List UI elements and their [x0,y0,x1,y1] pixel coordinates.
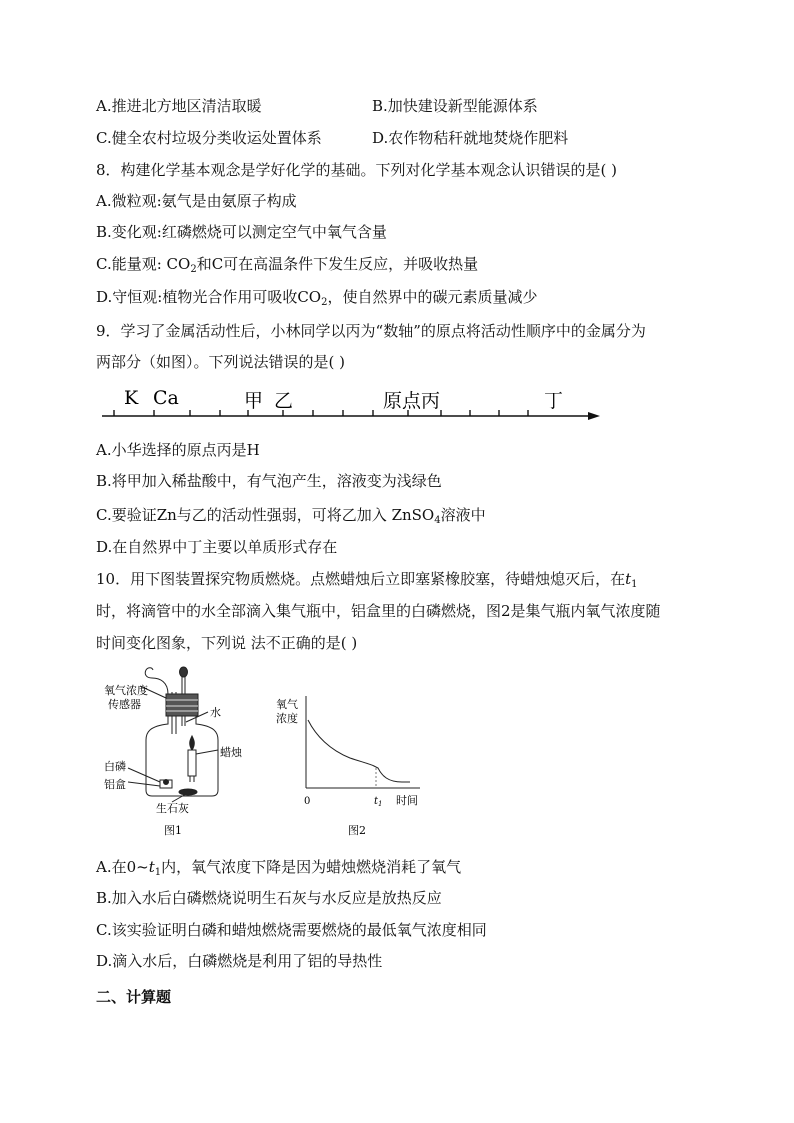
q8-option-c-sub: 2 [190,264,197,275]
q9-option-b: B.将甲加入稀盐酸中，有气泡产生，溶液变为浅绿色 [96,472,442,490]
q8-option-c-post: 和C可在高温条件下发生反应，并吸收热量 [196,255,479,273]
axis-label-yi: 乙 [274,390,294,412]
q7-option-a: A.推进北方地区清洁取暖 [96,97,262,115]
fig1-white-phosphorus-label: 白磷 [104,760,126,773]
fig2-caption: 图2 [348,824,366,837]
axis-ticks [114,410,528,416]
fig1-quicklime-label: 生石灰 [156,802,189,815]
q10-stem-t: t [625,570,632,588]
q9-option-c-post: 溶液中 [440,506,486,524]
fig1-caption: 图1 [164,824,182,837]
axis-label-origin: 原点丙 [383,390,441,412]
q8-option-c [96,254,478,274]
axis-label-k: K [124,387,139,409]
q8-option-a: A.微粒观:氨气是由氨原子构成 [96,192,297,210]
candle-flame [190,736,195,750]
q7-option-c: C.健全农村垃圾分类收运处置体系 [96,129,322,147]
fig2-oxygen-curve [308,720,410,782]
fig2-ylabel-line1: 氧气 [276,698,298,711]
q10-option-a-sub: 1 [154,867,162,878]
q9-number-line-figure [96,382,606,424]
q9-stem-line1: 9．学习了金属活动性后，小林同学以丙为“数轴”的原点将活动性顺序中的金属分为 [96,322,646,340]
q10-figure2-chart [270,664,430,840]
q10-stem-line3: 时间变化图象，下列说 法不正确的是( ) [96,634,358,652]
q10-stem-line1 [96,569,638,589]
q8-option-d-sub: 2 [321,297,328,308]
fig2-origin-label: 0 [304,796,311,807]
q8-stem: 8．构建化学基本观念是学好化学的基础。下列对化学基本观念认识错误的是( ) [96,161,618,179]
fig1-sensor-label-line2: 传感器 [108,698,141,711]
section-heading-calculation: 二、计算题 [96,988,172,1006]
q10-figure1-apparatus [100,664,260,840]
q10-stem-t-sub: 1 [631,579,638,590]
fig2-xlabel: 时间 [396,794,418,807]
dropper-bulb [180,667,188,677]
candle [188,750,196,776]
axis-label-jia: 甲 [244,390,264,412]
q8-option-b: B.变化观:红磷燃烧可以测定空气中氧气含量 [96,223,387,241]
q8-option-d-pre: D.守恒观:植物光合作用可吸收CO [96,288,322,306]
fig1-water-label: 水 [210,706,221,719]
q8-option-c-pre: C.能量观: CO [96,255,191,273]
q10-option-a-post: 内，氧气浓度下降是因为蜡烛燃烧消耗了氧气 [161,858,462,876]
q10-option-c: C.该实验证明白磷和蜡烛燃烧需要燃烧的最低氧气浓度相同 [96,921,487,939]
axis-label-ding: 丁 [544,390,564,412]
q7-option-b: B.加快建设新型能源体系 [372,97,538,115]
q9-option-a: A.小华选择的原点丙是H [96,441,260,459]
axis-label-ca: Ca [153,387,179,409]
white-phosphorus [164,780,169,785]
q10-stem-line2: 时，将滴管中的水全部滴入集气瓶中，铝盒里的白磷燃烧，图2是集气瓶内氧气浓度随 [96,602,661,620]
q10-option-b: B.加入水后白磷燃烧说明生石灰与水反应是放热反应 [96,889,442,907]
q10-option-a-t: t [148,858,155,876]
q8-option-d [96,287,537,307]
fig1-sensor-label-line1: 氧气浓度 [104,684,148,697]
axis-arrow-icon [588,412,600,420]
quicklime [179,789,197,795]
q9-stem-line2: 两部分（如图）。下列说法错误的是( ) [96,353,345,371]
rubber-stopper [166,694,198,716]
q10-option-a-pre: A.在0~ [96,858,149,876]
q8-option-d-post: ，使自然界中的碳元素质量减少 [327,288,538,306]
gas-jar [146,716,218,796]
fig1-candle-label: 蜡烛 [220,746,242,759]
q10-option-a [96,857,461,877]
q9-option-c-pre: C.要验证Zn与乙的活动性强弱，可将乙加入 ZnSO [96,506,435,524]
q9-option-d: D.在自然界中丁主要以单质形式存在 [96,538,338,556]
q9-option-c-sub: 4 [434,515,441,526]
fig2-t1-label: $t_1$ [374,796,383,808]
q7-option-d: D.农作物秸秆就地焚烧作肥料 [372,129,569,147]
q9-option-c [96,505,486,525]
fig2-ylabel-line2: 浓度 [276,712,298,725]
q10-option-d: D.滴入水后，白磷燃烧是利用了铝的导热性 [96,952,383,970]
fig1-aluminum-box-label: 铝盒 [104,778,126,791]
q10-stem-line1-text: 10．用下图装置探究物质燃烧。点燃蜡烛后立即塞紧橡胶塞，待蜡烛熄灭后，在 [96,570,626,588]
